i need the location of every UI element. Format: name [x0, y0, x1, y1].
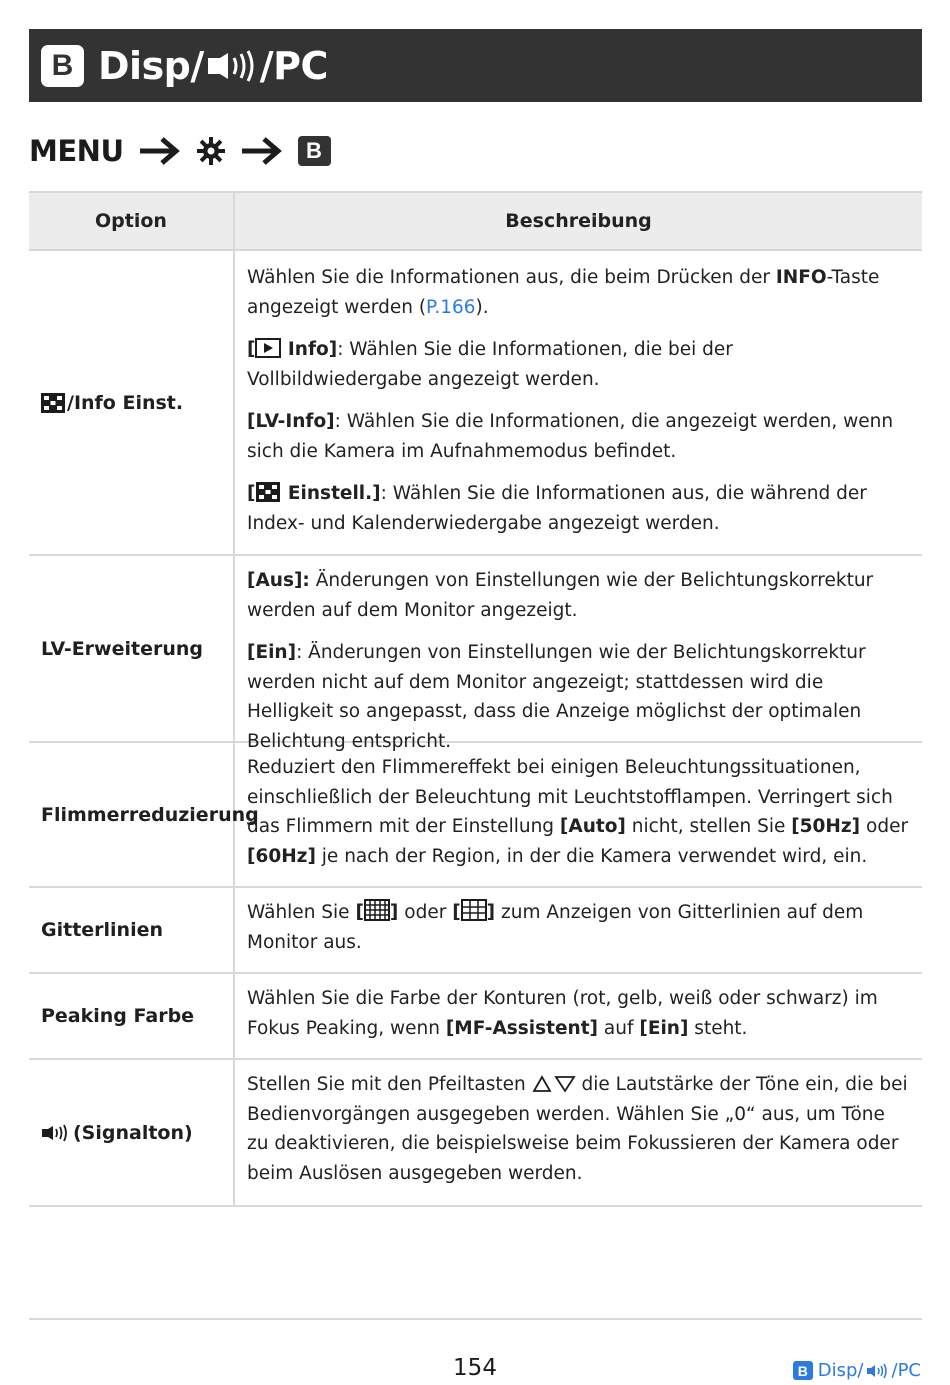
description-cell [235, 888, 922, 972]
gear-icon [196, 136, 226, 166]
description-cell [235, 743, 922, 886]
table-row [29, 251, 922, 556]
setting-name: [MF-Assistent] [445, 1017, 599, 1039]
section-title-part1: Disp/ [98, 43, 204, 88]
setting-name: [Auto] [559, 816, 626, 837]
table-header [29, 193, 922, 251]
index-grid-icon [41, 393, 65, 413]
bracket: [ [452, 902, 461, 923]
section-badge: B [298, 136, 331, 166]
description-text: : Wählen Sie die Informationen, die bei der Vollbildwiedergabe angezeigt werden. [247, 339, 733, 390]
option-cell: LV-Erweiterung [29, 556, 235, 741]
description-cell [235, 974, 922, 1058]
setting-name: [Ein] [247, 642, 297, 663]
bracket: [ [247, 483, 256, 504]
setting-name: [50Hz] [791, 816, 861, 837]
footer-tag-part1: Disp/ [817, 1360, 864, 1381]
section-badge: B [41, 45, 84, 87]
table-row [29, 888, 922, 974]
option-cell: Peaking Farbe [29, 974, 235, 1058]
description-text: : Wählen Sie die Informationen, die angezeigt werden, wenn sich die Kamera im Aufnahmemodus befindet. [247, 411, 894, 462]
setting-name: [LV-Info] [247, 411, 335, 432]
setting-name: Einstell.] [281, 483, 381, 504]
description-text: Stellen Sie mit den Pfeiltasten [247, 1074, 532, 1095]
info-key-label: INFO [775, 267, 827, 288]
description-text: ). [475, 296, 489, 318]
description-text: Wählen Sie die Informationen aus, die beim Drücken der [247, 267, 776, 288]
table-row [29, 974, 922, 1060]
table-row [29, 743, 922, 888]
beep-sound-icon [206, 49, 258, 83]
table-row [29, 556, 922, 752]
description-text: oder [860, 816, 909, 837]
index-grid-icon [255, 482, 281, 502]
description-text: oder [398, 902, 453, 923]
section-banner [29, 29, 922, 102]
description-text: auf [598, 1017, 640, 1039]
section-badge: B [793, 1361, 813, 1380]
description-text: : Änderungen von Einstellungen wie der Belichtungskorrektur werden nicht auf dem Monitor angezeigt; stattdessen wird die Helligkeit so angepasst, dass die Anzeige möglichst der optimalen Belichtung entspricht. [247, 642, 866, 752]
page-reference-link[interactable]: P.166 [426, 296, 476, 318]
menu-path [29, 128, 331, 174]
bracket: ] [486, 902, 496, 923]
column-header-description: Beschreibung [505, 210, 652, 232]
menu-label: MENU [29, 134, 124, 168]
option-cell [29, 251, 235, 554]
footer-section-link[interactable] [793, 1360, 921, 1381]
setting-name: Info] [281, 339, 338, 360]
up-triangle-icon [532, 1075, 552, 1093]
down-triangle-icon [554, 1075, 576, 1093]
description-text: -Taste angezeigt werden ( [247, 267, 880, 318]
table-row [29, 1060, 922, 1207]
bracket: [ [247, 339, 256, 360]
description-cell [235, 1060, 922, 1205]
settings-table [29, 191, 922, 1207]
description-cell [235, 251, 922, 554]
description-text: je nach der Region, in der die Kamera verwendet wird, ein. [315, 845, 868, 867]
description-text: Wählen Sie [247, 902, 356, 923]
description-text: Wählen Sie die Farbe der Konturen (rot, gelb, weiß oder schwarz) im Fokus Peaking, wenn [247, 988, 878, 1039]
right-arrow-icon [138, 136, 182, 166]
beep-sound-icon [866, 1363, 890, 1379]
right-arrow-icon [240, 136, 284, 166]
setting-name: [Aus]: [247, 570, 310, 591]
column-header-option: Option [29, 193, 235, 249]
description-text: nicht, stellen Sie [625, 816, 792, 837]
description-text: steht. [688, 1017, 748, 1039]
description-text: Reduziert den Flimmereffekt bei einigen Beleuchtungssituationen, einschließlich der Beleuchtung mit Leuchtstofflampen. Verringert sich das Flimmern mit der Einstellung [247, 757, 893, 837]
footer-tag-part2: /PC [891, 1360, 921, 1381]
description-cell [235, 556, 922, 752]
option-cell [29, 1060, 235, 1205]
description-text: zum Anzeigen von Gitterlinien auf dem Monitor aus. [247, 902, 864, 953]
option-cell: Gitterlinien [29, 888, 235, 972]
grid-fine-icon [364, 899, 390, 921]
beep-sound-icon [41, 1123, 71, 1143]
section-title-part2: /PC [259, 43, 328, 88]
description-text: die Lautstärke der Töne ein, die bei Bedienvorgängen ausgegeben werden. Wählen Sie „0“ aus, um Töne zu deaktivieren, die beispielsweise beim Fokussieren der Kamera oder beim Auslösen ausgegeben werden. [247, 1074, 908, 1184]
setting-name: [60Hz] [247, 845, 316, 867]
grid-coarse-icon [461, 899, 487, 921]
bracket: ] [389, 902, 399, 923]
setting-name: [Ein] [639, 1017, 689, 1039]
option-cell: Flimmerreduzierung [29, 743, 235, 886]
footer-divider [29, 1318, 922, 1320]
bracket: [ [355, 902, 364, 923]
option-label: (Signalton) [73, 1121, 193, 1144]
description-text: : Wählen Sie die Informationen aus, die während der Index- und Kalenderwiedergabe angezeigt werden. [247, 483, 867, 534]
option-label: /Info Einst. [67, 391, 184, 414]
description-text: Änderungen von Einstellungen wie der Belichtungskorrektur werden auf dem Monitor angezeigt. [247, 570, 874, 621]
page-number: 154 [453, 1355, 497, 1381]
play-icon [255, 338, 281, 358]
section-title [98, 44, 328, 88]
